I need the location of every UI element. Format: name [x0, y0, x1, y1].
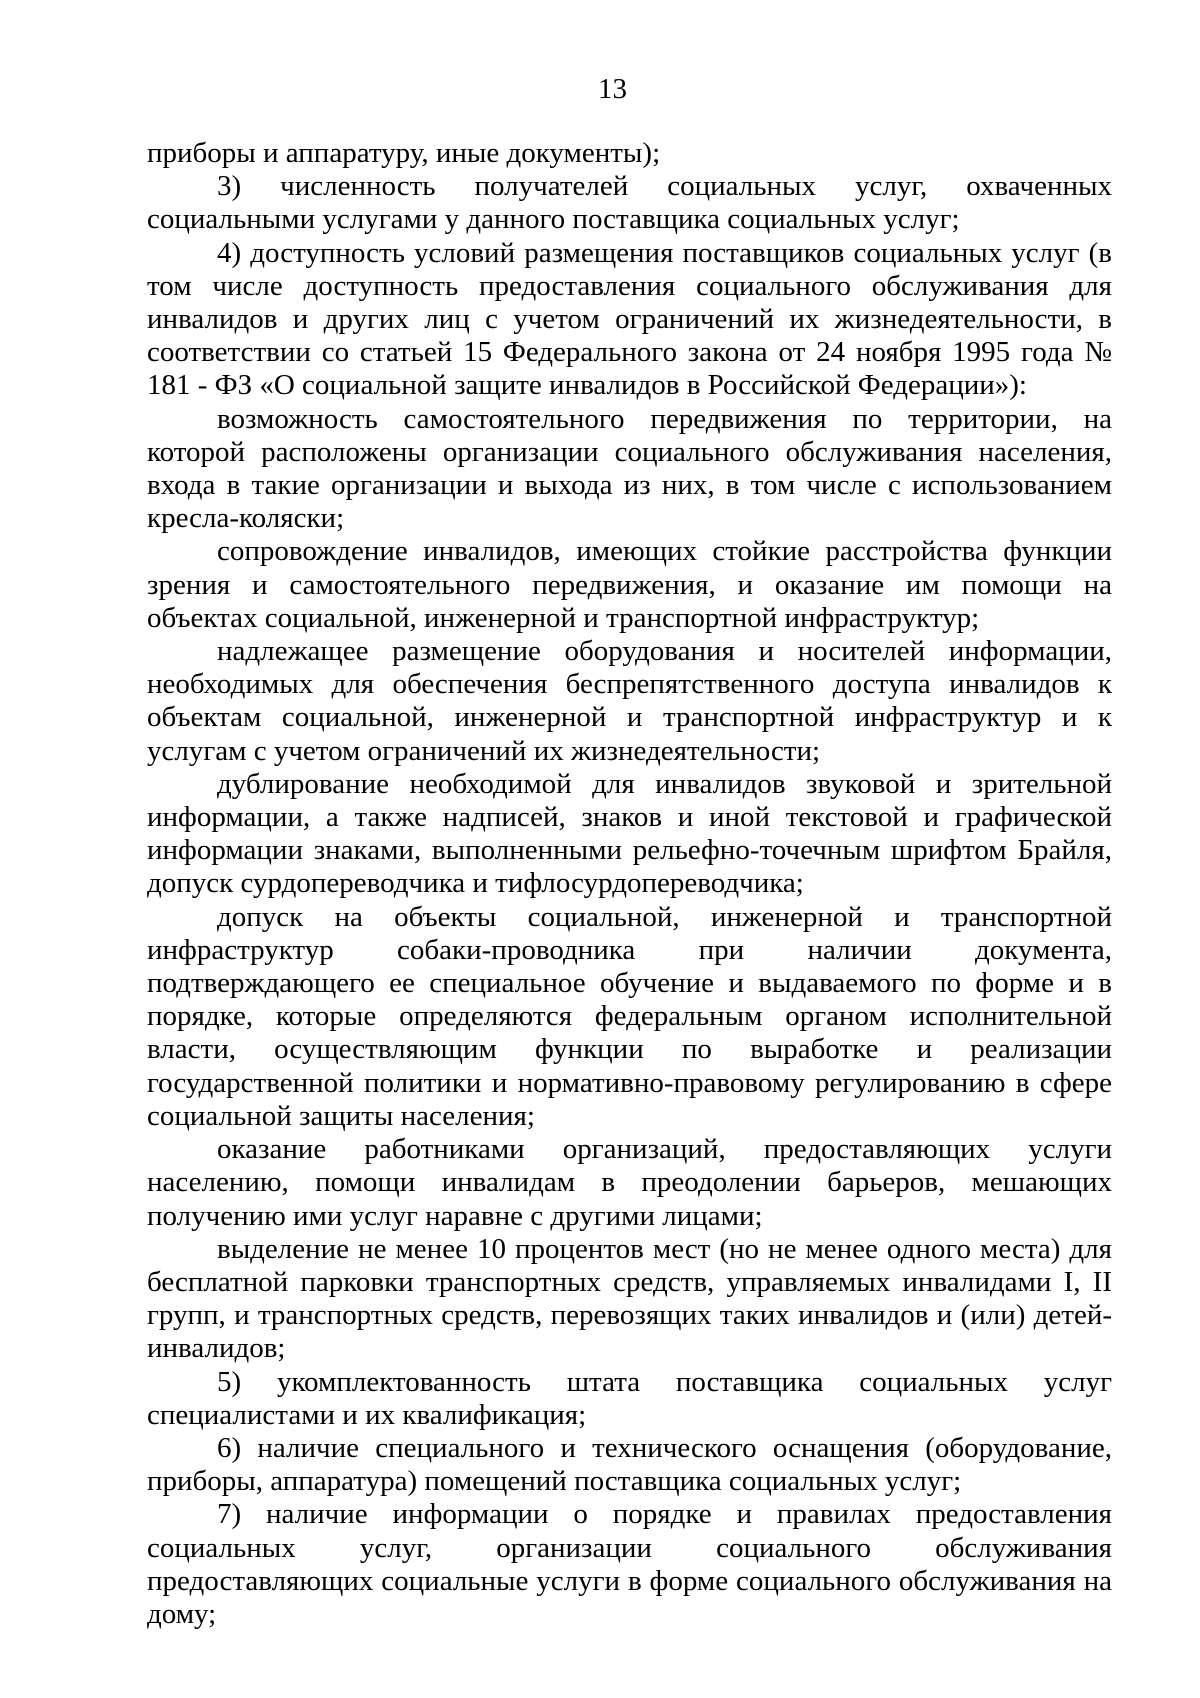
- paragraph-escort: сопровождение инвалидов, имеющих стойкие расстройства функции зрения и самостоятельного передвижения, и оказание им помощи на объектах социальной, инженерной и транспортной инфраструктур;: [147, 535, 1112, 634]
- paragraph-parking: выделение не менее 10 процентов мест (но не менее одного места) для бесплатной парковки транспортных средств, управляемых инвалидами I, II групп, и транспортных средств, перевозящих таких инвалидов и (или) детей-инвалидов;: [147, 1232, 1112, 1365]
- paragraph-guide-dog: допуск на объекты социальной, инженерной и транспортной инфраструктур собаки-проводника при наличии документа, подтверждающего ее специальное обучение и выдаваемого по форме и в порядке, которые определяются федеральным органом исполнительной власти, осуществляющим функции по выработке и реализации государственной политики и нормативно-правовому регулированию в сфере социальной защиты населения;: [147, 900, 1112, 1132]
- paragraph-item-3: 3) численность получателей социальных услуг, охваченных социальными услугами у данного поставщика социальных услуг;: [147, 170, 1112, 236]
- paragraph-information-duplication: дублирование необходимой для инвалидов звуковой и зрительной информации, а также надписей, знаков и иной текстовой и графической информации знаками, выполненными рельефно-точечным шрифтом Брайля, допуск сурдопереводчика и тифлосурдопереводчика;: [147, 767, 1112, 900]
- paragraph-item-5: 5) укомплектованность штата поставщика социальных услуг специалистами и их квалификация;: [147, 1365, 1112, 1431]
- paragraph-continuation: приборы и аппаратуру, иные документы);: [147, 137, 661, 169]
- paragraph-item-4: 4) доступность условий размещения поставщиков социальных услуг (в том числе доступность предоставления социального обслуживания для инвалидов и других лиц с учетом ограничений их жизнедеятельности, в соответствии со статьей 15 Федерального закона от 24 ноября 1995 года № 181 - ФЗ «О социальной защите инвалидов в Российской Федерации»):: [147, 236, 1112, 402]
- paragraph-assistance: оказание работниками организаций, предоставляющих услуги населению, помощи инвалидам в преодолении барьеров, мешающих получению ими услуг наравне с другими лицами;: [147, 1133, 1112, 1232]
- paragraph-item-6: 6) наличие специального и технического оснащения (оборудование, приборы, аппаратура) помещений поставщика социальных услуг;: [147, 1431, 1112, 1498]
- paragraph-mobility: возможность самостоятельного передвижения по территории, на которой расположены организации социального обслуживания населения, входа в такие организации и выхода из них, в том числе с использованием кресла-коляски;: [147, 402, 1112, 535]
- page-number: 13: [598, 73, 627, 105]
- document-body: [147, 137, 1112, 1631]
- paragraph-equipment-placement: надлежащее размещение оборудования и носителей информации, необходимых для обеспечения беспрепятственного доступа инвалидов к объектам социальной, инженерной и транспортной инфраструктур и к услугам с учетом ограничений их жизнедеятельности;: [147, 635, 1112, 767]
- paragraph-item-7: 7) наличие информации о порядке и правилах предоставления социальных услуг, организации социального обслуживания предоставляющих социальные услуги в форме социального обслуживания на дому;: [147, 1498, 1112, 1630]
